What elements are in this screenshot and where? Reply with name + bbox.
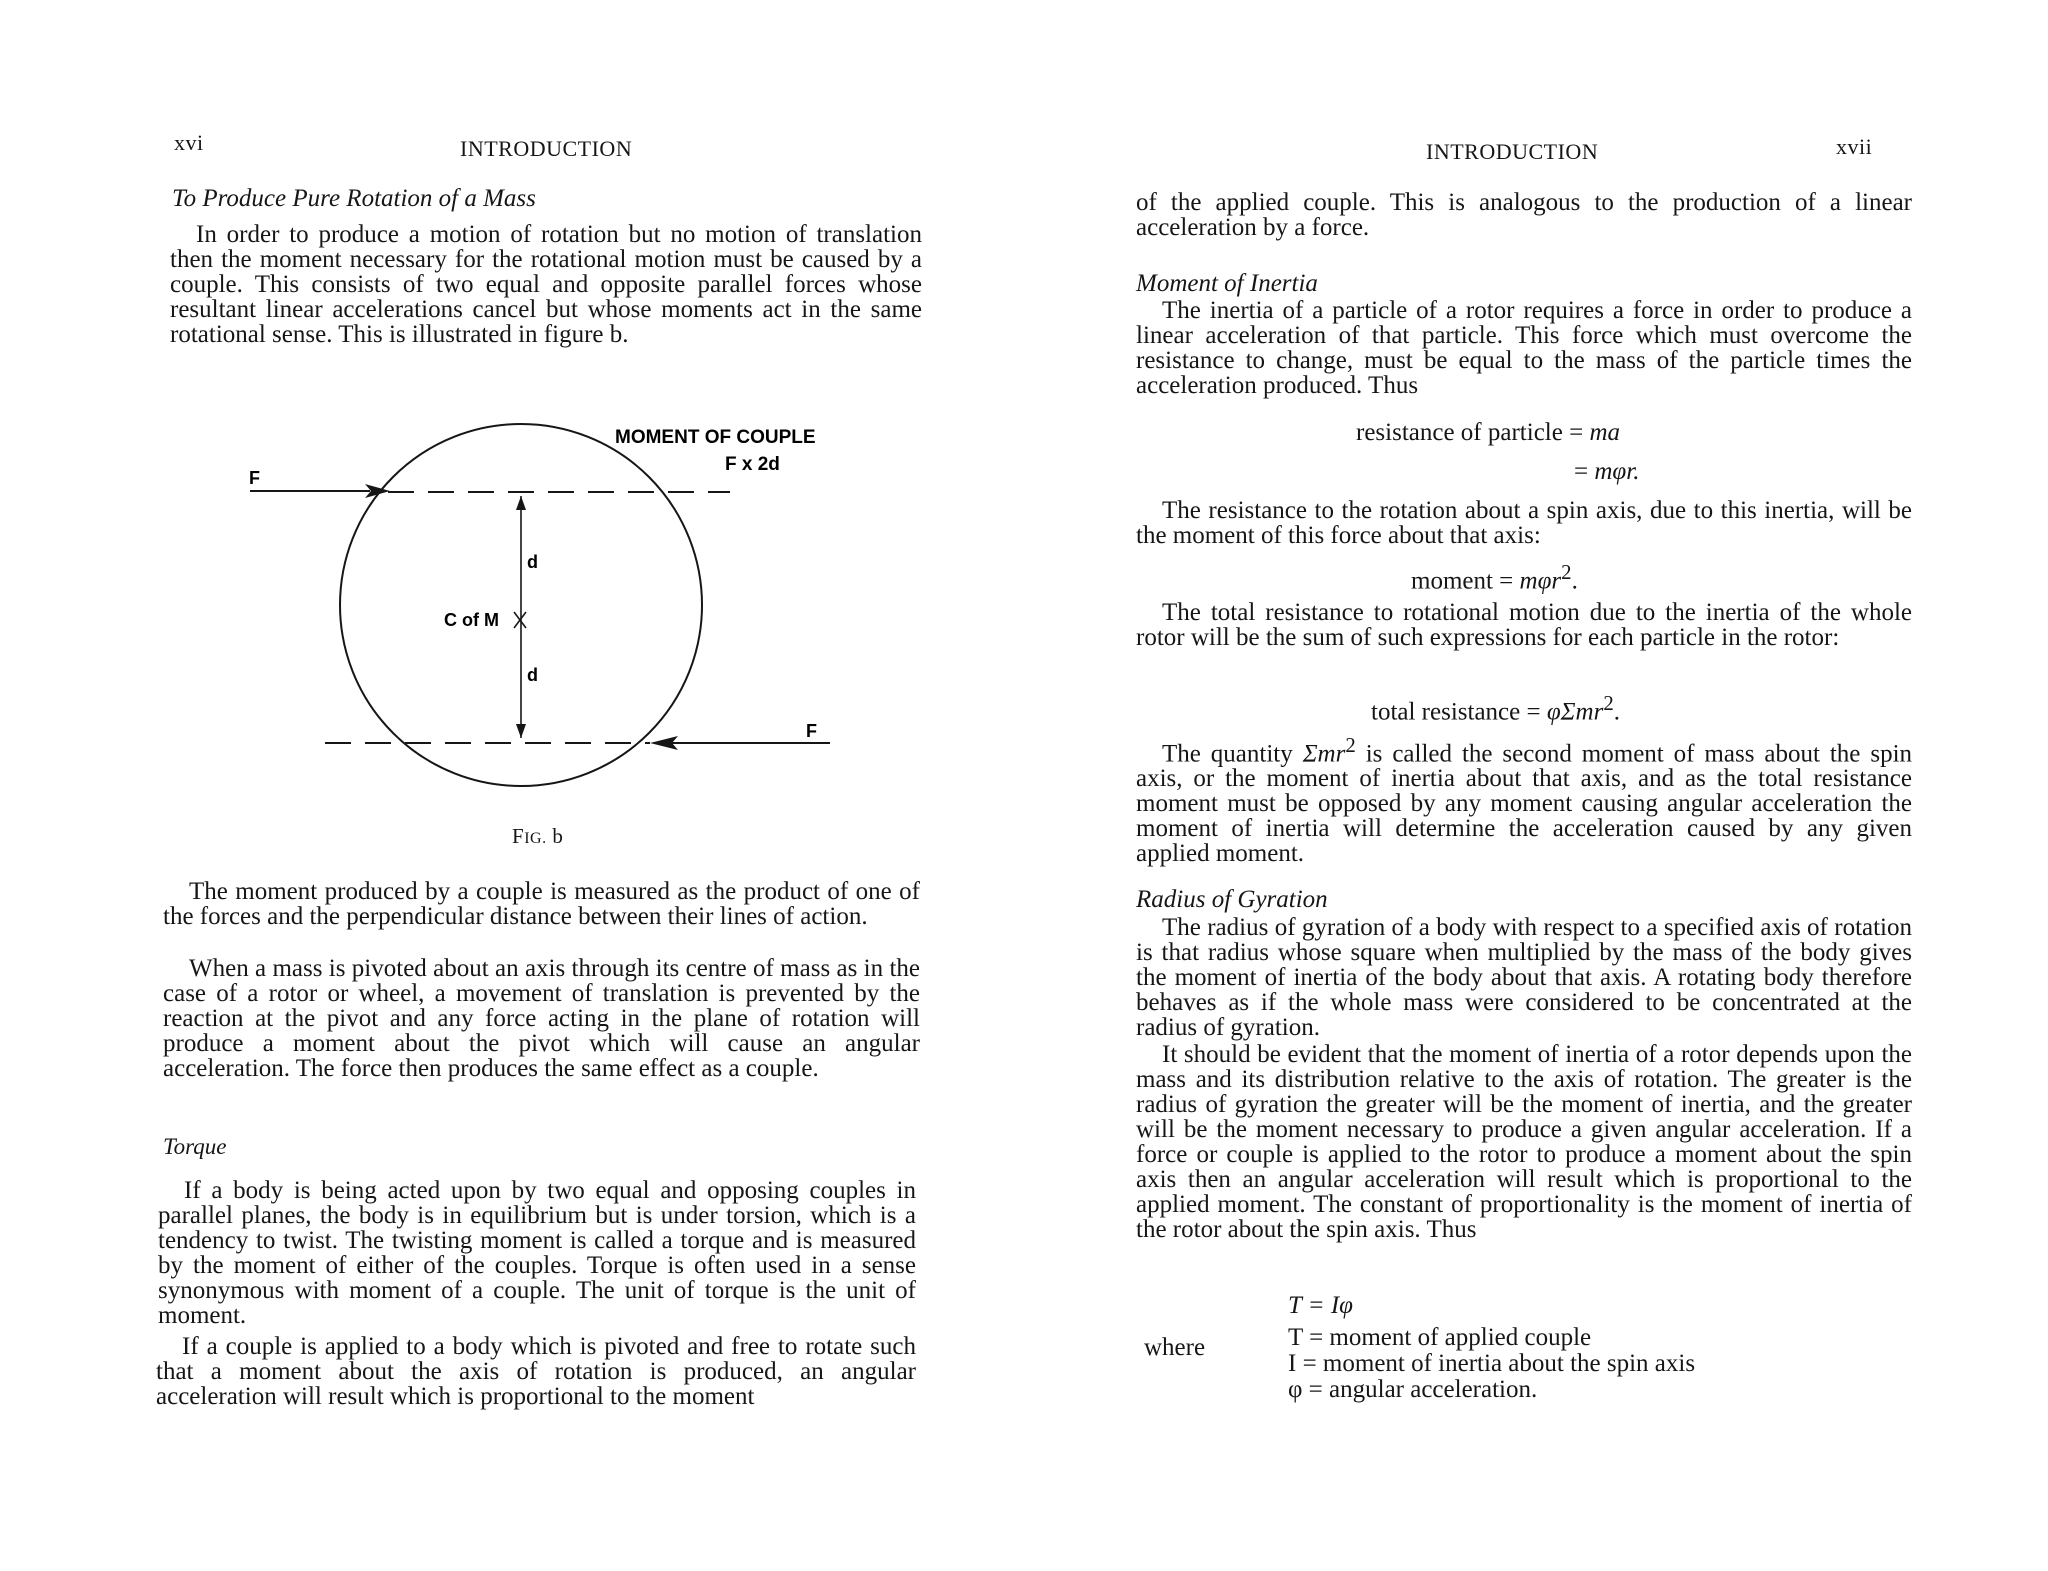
d-top-label: d [527, 552, 538, 572]
paragraph: In order to produce a motion of rotation but no motion of translation then the moment necessary for the rotational motion must be caused by a couple. This consists of two equal and opposite parallel forces whose resultant linear accelerations cancel but whose moments act in the same rotational sense. This is illustrated in figure b. [170, 221, 922, 348]
paragraph: of the applied couple. This is analogous to the production of a linear acceleration by a force. [1136, 189, 1912, 241]
figure-b-diagram [240, 410, 840, 810]
running-head: INTRODUCTION [460, 136, 633, 161]
fx2d-label: F x 2d [725, 454, 780, 475]
paragraph: If a body is being acted upon by two equal and opposing couples in parallel planes, the body is in equilibrium but is under torsion, which is a tendency to twist. The twisting moment is called a torque and is measured by the moment of either of the couples. Torque is often used in a sense synonymous with moment of a couple. The unit of torque is the unit of moment. [158, 1177, 916, 1329]
paragraph: The quantity Σmr$^2$ is called the second moment of mass about the spin axis, or the moment of inertia about that axis, and as the total resistance moment must be opposed by any moment causing angular acceleration the moment of inertia will determine the acceleration caused by any given applied moment. [1136, 733, 1913, 868]
paragraph: It should be evident that the moment of inertia of a rotor depends upon the mass and its distribution relative to the axis of rotation. The greater is the radius of gyration the greater will be the moment of inertia, and the greater will be the moment necessary to produce a given angular acceleration. If a force or couple is applied to the rotor to produce a moment about the spin axis then an angular acceleration will result which is proportional to the applied moment. The constant of proportionality is the moment of inertia of the rotor about the spin axis. Thus [1136, 1041, 1912, 1243]
left-force-label: F [249, 468, 260, 488]
paragraph: The moment produced by a couple is measured as the product of one of the forces and the perpendicular distance between their lines of action. [163, 878, 920, 930]
equation: moment = mφr$^2$. [1411, 560, 1578, 595]
section-heading: Moment of Inertia [1136, 270, 1318, 297]
section-heading: Radius of Gyration [1136, 886, 1328, 913]
equation: = mφr. [1574, 458, 1640, 485]
definition: φ = angular acceleration. [1288, 1376, 1538, 1403]
right-page [1024, 0, 2048, 1571]
where-label: where [1144, 1334, 1206, 1361]
page-number: xvi [174, 130, 204, 155]
figure-caption: FIG. b [512, 824, 564, 848]
moment-of-couple-label: MOMENT OF COUPLE [615, 427, 816, 448]
paragraph: The inertia of a particle of a rotor requires a force in order to produce a linear acceleration of that particle. This force which must overcome the resistance to change, must be equal to the mass of the particle times the acceleration produced. Thus [1136, 297, 1912, 399]
centre-of-mass-label: C of M [444, 610, 499, 630]
d-bottom-label: d [527, 665, 538, 685]
running-head: INTRODUCTION [1426, 139, 1599, 164]
distance-arrow-top [516, 496, 526, 510]
paragraph: If a couple is applied to a body which is pivoted and free to rotate such that a moment about the axis of rotation is produced, an angular acceleration will result which is proportional to the moment [156, 1333, 916, 1410]
page-number: xvii [1836, 134, 1873, 159]
equation: resistance of particle = ma [1356, 419, 1620, 446]
paragraph: The total resistance to rotational motion due to the inertia of the whole rotor will be the sum of such expressions for each particle in the rotor: [1136, 599, 1912, 651]
equation: total resistance = φΣmr$^2$. [1371, 691, 1620, 726]
paragraph: The resistance to the rotation about a spin axis, due to this inertia, will be the moment of this force about that axis: [1136, 497, 1912, 549]
right-force-label: F [806, 721, 817, 741]
distance-arrow-bottom [516, 724, 526, 738]
definition: T = moment of applied couple [1288, 1324, 1592, 1351]
section-heading: Torque [163, 1134, 227, 1159]
paragraph: When a mass is pivoted about an axis through its centre of mass as in the case of a rotor or wheel, a movement of translation is prevented by the reaction at the pivot and any force acting in the plane of rotation will produce a moment about the pivot which will cause an angular acceleration. The force then produces the same effect as a couple. [163, 955, 920, 1082]
equation: T = Iφ [1288, 1292, 1353, 1319]
paragraph: The radius of gyration of a body with respect to a specified axis of rotation is that radius whose square when multiplied by the mass of the body gives the moment of inertia of the body about that axis. A rotating body therefore behaves as if the whole mass were considered to be concentrated at the radius of gyration. [1136, 914, 1912, 1041]
definition: I = moment of inertia about the spin axis [1288, 1350, 1696, 1377]
section-heading: To Produce Pure Rotation of a Mass [172, 185, 536, 212]
